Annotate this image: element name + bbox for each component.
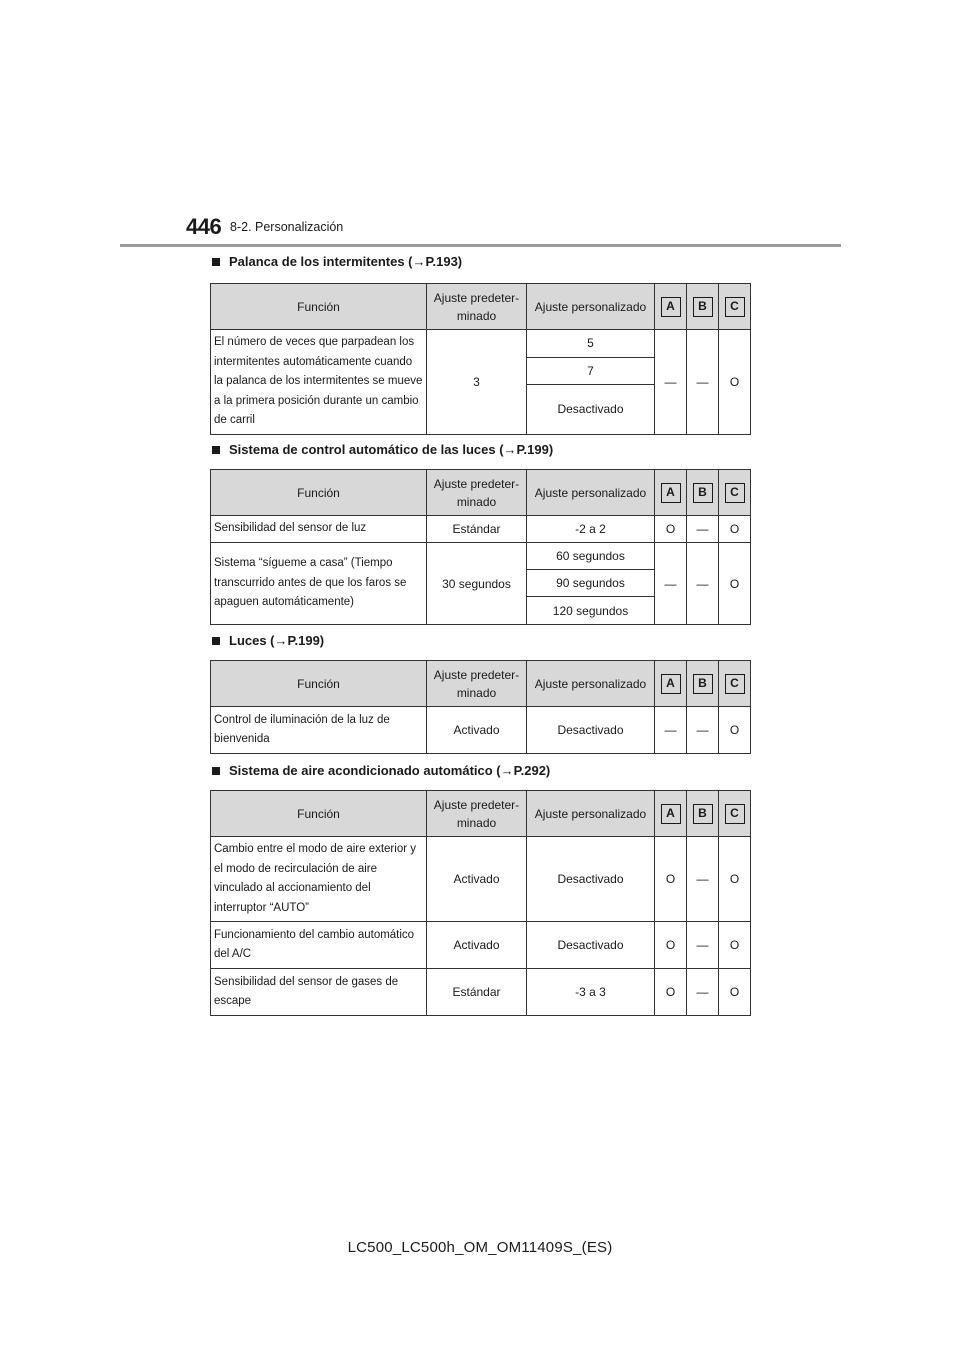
header-col-b [687,284,719,330]
header-col-c [719,470,751,516]
header-custom: Ajuste personalizado [527,661,655,707]
header-default: Ajuste predeter- minado [427,661,527,707]
section-title-text: Sistema de control automático de las luces (→P.199) [229,442,554,457]
header-custom: Ajuste personalizado [527,791,655,837]
table-row [211,837,751,922]
header-custom: Ajuste personalizado [527,470,655,516]
section-title [212,442,553,457]
label-box-b: B [693,804,713,824]
col-a-cell: O [655,922,687,969]
header-col-b [687,791,719,837]
settings-table [210,660,751,754]
section-title [212,633,324,648]
header-default: Ajuste predeter- minado [427,284,527,330]
header-custom: Ajuste personalizado [527,284,655,330]
col-b-cell: — [687,330,719,435]
custom-cell: Desactivado [527,922,655,969]
custom-cell: 5 [527,330,655,358]
col-c-cell: O [719,837,751,922]
default-cell: 3 [427,330,527,435]
section-title [212,763,550,778]
function-cell: Cambio entre el modo de aire exterior y el modo de recirculación de aire vinculado al accionamiento del interruptor “AUTO” [211,837,427,922]
bullet-square-icon [212,767,220,775]
header-col-a [655,470,687,516]
col-c-cell: O [719,969,751,1016]
label-box-a: A [661,297,681,317]
col-c-cell: O [719,543,751,625]
label-box-b: B [693,483,713,503]
label-box-b: B [693,674,713,694]
table-row [211,922,751,969]
bullet-square-icon [212,446,220,454]
custom-cell: 60 segundos [527,543,655,570]
label-box-a: A [661,804,681,824]
settings-table [210,283,751,435]
custom-cell: -3 a 3 [527,969,655,1016]
table-header-row [211,791,751,837]
table-row [211,969,751,1016]
col-b-cell: — [687,707,719,754]
table-header-row [211,661,751,707]
label-box-b: B [693,297,713,317]
col-a-cell: — [655,707,687,754]
table-header-row [211,284,751,330]
bullet-square-icon [212,637,220,645]
col-c-cell: O [719,922,751,969]
default-cell: Activado [427,707,527,754]
col-a-cell: — [655,330,687,435]
default-cell: Estándar [427,969,527,1016]
col-b-cell: — [687,837,719,922]
default-cell: Estándar [427,516,527,543]
chapter-title: 8-2. Personalización [230,220,344,234]
header-function: Función [211,470,427,516]
settings-table [210,469,751,625]
header-col-c [719,661,751,707]
header-col-c [719,284,751,330]
header-col-b [687,470,719,516]
header-function: Función [211,284,427,330]
settings-table [210,790,751,1016]
bullet-square-icon [212,258,220,266]
default-cell: Activado [427,922,527,969]
custom-cell: 120 segundos [527,597,655,625]
function-cell: El número de veces que parpadean los intermitentes automáticamente cuando la palanca de los intermitentes se mueve a la primera posición durante un cambio de carril [211,330,427,435]
header-function: Función [211,661,427,707]
label-box-a: A [661,674,681,694]
col-b-cell: — [687,543,719,625]
label-box-a: A [661,483,681,503]
function-cell: Funcionamiento del cambio automático del A/C [211,922,427,969]
header-function: Función [211,791,427,837]
col-b-cell: — [687,969,719,1016]
table-row [211,516,751,543]
table-row [211,330,751,358]
header-default: Ajuste predeter- minado [427,470,527,516]
label-box-c: C [725,804,745,824]
section-title-text: Luces (→P.199) [229,633,325,648]
custom-cell: Desactivado [527,837,655,922]
header-col-a [655,661,687,707]
section-title [212,254,462,269]
table-row [211,543,751,570]
custom-cell: Desactivado [527,385,655,434]
col-a-cell: — [655,543,687,625]
custom-cell: Desactivado [527,707,655,754]
function-cell: Sistema “sígueme a casa” (Tiempo transcurrido antes de que los faros se apaguen automáticamente) [211,543,427,625]
default-cell: Activado [427,837,527,922]
label-box-c: C [725,297,745,317]
col-c-cell: O [719,516,751,543]
col-a-cell: O [655,969,687,1016]
page-number: 446 [186,214,222,239]
col-a-cell: O [655,837,687,922]
custom-cell: -2 a 2 [527,516,655,543]
header-col-c [719,791,751,837]
custom-cell: 90 segundos [527,570,655,597]
header-default: Ajuste predeter- minado [427,791,527,837]
header-col-a [655,284,687,330]
document-code: LC500_LC500h_OM_OM11409S_(ES) [347,1239,613,1256]
section-title-text: Palanca de los intermitentes (→P.193) [229,254,463,269]
header-col-b [687,661,719,707]
custom-cell: 7 [527,357,655,385]
col-c-cell: O [719,330,751,435]
table-header-row [211,470,751,516]
col-b-cell: — [687,516,719,543]
table-row [211,707,751,754]
col-a-cell: O [655,516,687,543]
col-c-cell: O [719,707,751,754]
function-cell: Sensibilidad del sensor de luz [211,516,427,543]
header-col-a [655,791,687,837]
function-cell: Sensibilidad del sensor de gases de escape [211,969,427,1016]
function-cell: Control de iluminación de la luz de bienvenida [211,707,427,754]
section-title-text: Sistema de aire acondicionado automático (→P.292) [229,763,551,778]
header-divider [120,244,841,247]
label-box-c: C [725,483,745,503]
default-cell: 30 segundos [427,543,527,625]
label-box-c: C [725,674,745,694]
col-b-cell: — [687,922,719,969]
